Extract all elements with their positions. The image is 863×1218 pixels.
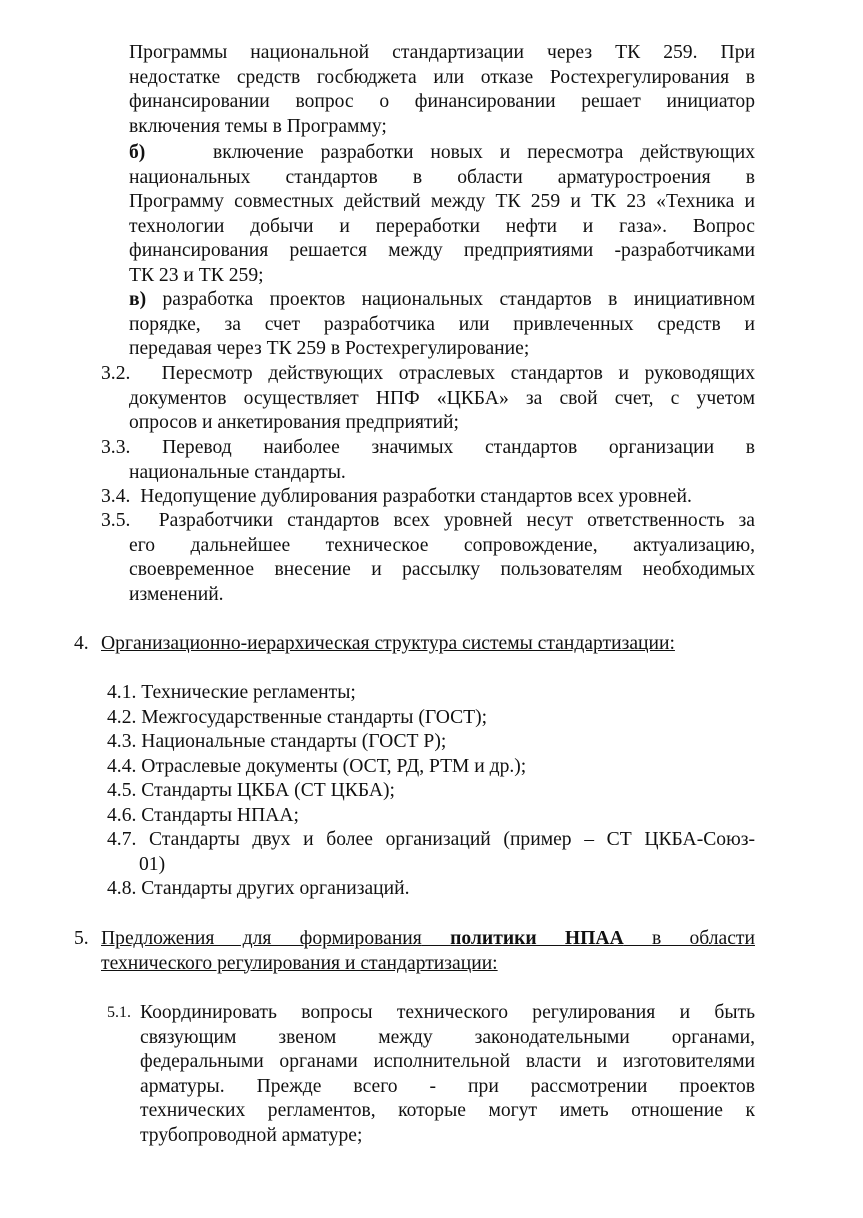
list-item [107,804,767,829]
text-line: передавая через ТК 259 в Ростехрегулирование; [129,338,530,359]
text-line [101,927,755,952]
text-line: ТК 23 и ТК 259; [129,264,264,286]
text-line: технических регламентов, которые могут иметь отношение к [140,1100,755,1121]
text-line: технологии добычи и переработки нефти и газа». Вопрос [129,215,755,237]
text-line [107,828,755,853]
paragraph-b [129,141,755,288]
text-span: Предложения для формирования [101,928,422,949]
item-text: Стандарты ЦКБА (СТ ЦКБА); [141,780,395,801]
item-number: 4.8. [107,878,137,899]
list-item-4-8 [107,877,755,902]
item-number: 4.3. [107,731,137,752]
text-line: включения темы в Программу; [129,115,387,137]
text-line: трубопроводной арматуре; [140,1124,363,1146]
list-item-4-7 [107,828,755,877]
item-text: Технические регламенты; [141,682,356,703]
text-span: Недопущение дублирования разработки стандартов всех уровней. [140,486,692,507]
heading-number: 4. [74,633,89,654]
section-3-2 [101,362,755,436]
text-span: Разработчики стандартов всех уровней несут ответственность за [158,510,755,531]
section-heading-4 [74,632,774,657]
heading-number: 5. [74,928,89,949]
item-number: 4.5. [107,780,137,801]
text-line [129,288,755,313]
text-line [101,436,755,461]
text-span: в области [651,928,755,949]
text-span: Пересмотр действующих отраслевых стандартов и руководящих [161,363,756,384]
text-line [101,362,755,387]
item-text: Стандарты НПАА; [141,804,299,826]
section-5-1 [107,1001,755,1148]
item-text: Стандарты других организаций. [141,878,410,899]
item-number: 4.4. [107,755,137,777]
text-line: недостатке средств госбюджета или отказе Ростехрегулирования в [129,66,755,88]
text-span: Стандарты двух и более организаций (пример – СТ ЦКБА-Союз- [149,829,755,850]
text-line: его дальнейшее техническое сопровождение, актуализацию, [129,534,755,556]
text-line: Программу совместных действий между ТК 259 и ТК 23 «Техника и [129,191,755,212]
text-line: связующим звеном между законодательными органами, [140,1026,755,1048]
text-line: федеральными органами исполнительной власти и изготовителями [140,1051,755,1072]
emphasis: политики НПАА [450,928,624,949]
section-heading-5 [74,927,755,976]
item-number: 4.7. [107,829,137,850]
text-line: изменений. [129,583,224,605]
list-4 [107,681,767,828]
text-line: документов осуществляет НПФ «ЦКБА» за свой счет, с учетом [129,387,755,409]
section-number: 3.3. [101,437,131,458]
section-3-4 [101,485,761,510]
text-line: Программы национальной стандартизации через ТК 259. При [129,42,755,63]
item-number: 4.1. [107,682,137,703]
heading-text [101,927,755,976]
text-span: включение разработки новых и пересмотра действующих [213,142,756,163]
item-text: Отраслевые документы (ОСТ, РД, РТМ и др.); [141,755,527,777]
heading-text: Организационно-иерархическая структура системы стандартизации: [101,633,675,654]
section-number: 3.2. [101,363,131,384]
section-3-5 [101,509,755,607]
text-line: финансирования решается между предприятиями -разработчиками [129,240,755,261]
item-number: 4.6. [107,804,137,826]
list-item [107,755,767,780]
item-text: Национальные стандарты (ГОСТ Р); [141,731,447,752]
list-item [107,779,767,804]
text-line [101,509,755,534]
section-number: 3.4. [101,486,131,507]
text-span: Перевод наиболее значимых стандартов организации в [162,437,755,458]
list-item [107,681,767,706]
text-line [129,141,755,166]
section-body [140,1001,755,1148]
item-number: 4.2. [107,706,137,728]
section-number: 5.1. [107,1004,131,1021]
section-3-3 [101,436,755,485]
item-marker-v: в) [129,289,147,310]
text-line: своевременное внесение и рассылку пользователям необходимых [129,559,755,580]
text-line: финансировании вопрос о финансировании решает инициатор [129,91,755,112]
list-item [107,706,767,731]
section-number: 3.5. [101,510,131,531]
text-line: порядке, за счет разработчика или привлеченных средств и [129,313,755,335]
text-line: технического регулирования и стандартизации: [101,952,498,974]
list-item [107,877,755,902]
text-line: Координировать вопросы технического регулирования и быть [140,1002,755,1023]
item-text: Межгосударственные стандарты (ГОСТ); [141,706,488,728]
text-line: 01) [139,853,166,875]
item-marker-b: б) [129,142,146,163]
paragraph-continuation [129,41,755,139]
text-line: национальные стандарты. [129,461,346,483]
text-span: разработка проектов национальных стандартов в инициативном [162,289,755,310]
paragraph-v [129,288,755,362]
text-line: арматуры. Прежде всего - при рассмотрении проектов [140,1075,755,1097]
text-line [101,485,761,510]
text-line: национальных стандартов в области арматуростроения в [129,166,755,188]
text-line: опросов и анкетирования предприятий; [129,412,459,433]
list-item [107,730,767,755]
